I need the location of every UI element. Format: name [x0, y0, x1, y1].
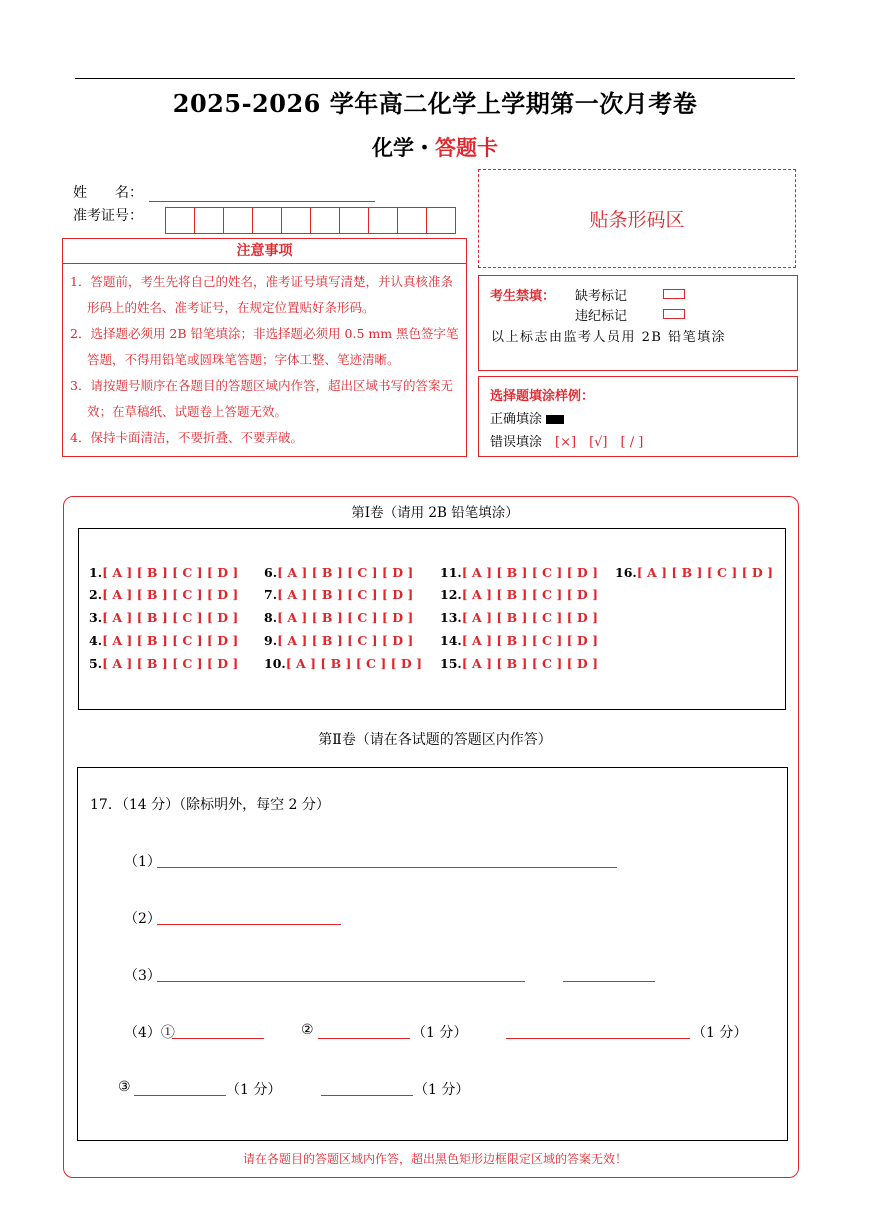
name-row [73, 182, 375, 202]
q17-part1-blank[interactable] [157, 867, 617, 868]
choice-item[interactable] [440, 587, 598, 602]
choice-number: 10. [264, 656, 286, 671]
footer-warning: 请在各题目的答题区域内作答，超出黑色矩形边框限定区域的答案无效！ [242, 1152, 627, 1166]
choice-options[interactable]: [ A ] [ B ] [ C ] [ D ] [461, 587, 598, 602]
q17-part5-score-2: （1 分） [414, 1082, 470, 1098]
q17-part4-score-2: （1 分） [692, 1025, 748, 1041]
correct-label [490, 408, 564, 427]
choice-item[interactable] [89, 565, 238, 580]
choice-item[interactable] [440, 565, 598, 580]
filled-mark-icon [546, 415, 564, 424]
q17-part5-score-1: （1 分） [226, 1082, 282, 1098]
choice-number: 3. [89, 610, 103, 625]
absent-mark[interactable] [663, 286, 685, 301]
wrong-label [490, 431, 643, 450]
notice-item: 3．请按题号顺序在各题目的答题区域内作答，超出区域书写的答案无效；在草稿纸、试题卷上答题无效。 [70, 378, 453, 419]
page-title: 2025-2026 学年高二化学上学期第一次月考卷 [172, 89, 698, 118]
choice-number: 4. [89, 633, 103, 648]
choice-item[interactable] [89, 633, 238, 648]
choice-options[interactable]: [ A ] [ B ] [ C ] [ D ] [277, 633, 414, 648]
choice-item[interactable] [615, 565, 773, 580]
correct-text: 正确填涂 [490, 412, 543, 427]
choice-options[interactable]: [ A ] [ B ] [ C ] [ D ] [277, 587, 414, 602]
example-title: 选择题填涂样例： [490, 389, 595, 404]
choice-options[interactable]: [ A ] [ B ] [ C ] [ D ] [461, 633, 598, 648]
choice-number: 5. [89, 656, 103, 671]
forbid-note: 以上标志由监考人员用 2B 铅笔填涂 [491, 330, 727, 345]
choice-item[interactable] [440, 656, 598, 671]
exam-no-cell[interactable] [398, 208, 427, 233]
choice-number: 16. [615, 565, 637, 580]
choice-number: 15. [440, 656, 462, 671]
choice-options[interactable]: [ A ] [ B ] [ C ] [ D ] [102, 610, 239, 625]
choice-options[interactable]: [ A ] [ B ] [ C ] [ D ] [102, 633, 239, 648]
choice-options[interactable]: [ A ] [ B ] [ C ] [ D ] [461, 656, 598, 671]
choice-options[interactable]: [ A ] [ B ] [ C ] [ D ] [102, 656, 239, 671]
forbid-box [478, 275, 798, 371]
choice-number: 6. [264, 565, 278, 580]
choice-options[interactable]: [ A ] [ B ] [ C ] [ D ] [636, 565, 773, 580]
top-rule [75, 78, 795, 79]
q17-part2-blank[interactable] [157, 924, 341, 925]
choice-number: 1. [89, 565, 103, 580]
q17-part4-label: （4）① [124, 1025, 175, 1041]
subtitle [0, 132, 870, 162]
q17-part4-blank-2[interactable] [318, 1038, 410, 1039]
q17-part5-blank-2[interactable] [321, 1095, 413, 1096]
name-field[interactable] [149, 187, 375, 202]
section1-title: 第Ⅰ卷（请用 2B 铅笔填涂） [351, 505, 519, 521]
q17-part4-blank-3[interactable] [506, 1038, 690, 1039]
choice-number: 12. [440, 587, 462, 602]
choice-number: 2. [89, 587, 103, 602]
subtitle-card: 答题卡 [435, 135, 498, 160]
subtitle-subject: 化学・ [372, 135, 435, 160]
choice-options[interactable]: [ A ] [ B ] [ C ] [ D ] [102, 587, 239, 602]
q17-part2-label: （2） [124, 911, 161, 927]
choice-item[interactable] [440, 610, 598, 625]
choice-number: 14. [440, 633, 462, 648]
exam-no-label: 准考证号： [73, 208, 143, 224]
choice-options[interactable]: [ A ] [ B ] [ C ] [ D ] [285, 656, 422, 671]
wrong-text: 错误填涂 [490, 435, 543, 450]
violation-mark[interactable] [663, 306, 685, 321]
choice-item[interactable] [264, 610, 413, 625]
exam-no-cell[interactable] [369, 208, 398, 233]
exam-no-cell[interactable] [224, 208, 253, 233]
choice-number: 7. [264, 587, 278, 602]
q17-part1-label: （1） [124, 854, 161, 870]
q17-part3-blank-a[interactable] [157, 981, 525, 982]
choice-item[interactable] [89, 587, 238, 602]
exam-no-cell[interactable] [195, 208, 224, 233]
section2-title: 第Ⅱ卷（请在各试题的答题区内作答） [318, 732, 552, 748]
choice-number: 9. [264, 633, 278, 648]
choice-item[interactable] [440, 633, 598, 648]
exam-no-grid[interactable] [165, 207, 456, 234]
notice-item: 2．选择题必须用 2B 铅笔填涂；非选择题必须用 0.5 mm 黑色签字笔答题，不得用铅笔或圆珠笔答题；字体工整、笔迹清晰。 [70, 326, 459, 367]
choice-item[interactable] [264, 565, 413, 580]
violation-label: 违纪标记 [575, 309, 628, 324]
q17-part5-blank-1[interactable] [134, 1095, 226, 1096]
choice-options[interactable]: [ A ] [ B ] [ C ] [ D ] [461, 565, 598, 580]
exam-no-cell[interactable] [166, 208, 195, 233]
choice-number: 11. [440, 565, 462, 580]
choice-item[interactable] [89, 656, 238, 671]
choice-options[interactable]: [ A ] [ B ] [ C ] [ D ] [277, 565, 414, 580]
notice-title: 注意事项 [62, 238, 467, 264]
choice-number: 8. [264, 610, 278, 625]
notice-box [62, 264, 467, 457]
choice-number: 13. [440, 610, 462, 625]
exam-no-cell[interactable] [311, 208, 340, 233]
choice-item[interactable] [264, 633, 413, 648]
wrong-marks: [×] [√] [ / ] [555, 435, 644, 450]
name-label: 姓 名： [73, 185, 143, 201]
q17-part5-label: ③ [118, 1079, 131, 1095]
choice-item[interactable] [264, 656, 422, 671]
choice-options[interactable]: [ A ] [ B ] [ C ] [ D ] [277, 610, 414, 625]
notice-item: 1．答题前，考生先将自己的姓名，准考证号填写清楚，并认真核准条形码上的姓名、准考证号，在规定位置贴好条形码。 [70, 274, 453, 315]
q17-header: 17．（14 分）（除标明外，每空 2 分） [90, 797, 330, 813]
exam-no-cell[interactable] [253, 208, 282, 233]
choice-options[interactable]: [ A ] [ B ] [ C ] [ D ] [102, 565, 239, 580]
q17-part4-score-1: （1 分） [412, 1025, 468, 1041]
q17-part3-blank-b[interactable] [563, 981, 655, 982]
choice-item[interactable] [264, 587, 413, 602]
exam-no-cell[interactable] [282, 208, 311, 233]
absent-label: 缺考标记 [575, 289, 628, 304]
choice-options[interactable]: [ A ] [ B ] [ C ] [ D ] [461, 610, 598, 625]
exam-no-cell[interactable] [340, 208, 369, 233]
notice-item: 4．保持卡面清洁，不要折叠、不要弄破。 [70, 430, 303, 445]
choice-item[interactable] [89, 610, 238, 625]
q17-part4-label-2: ② [301, 1022, 314, 1038]
exam-no-cell[interactable] [427, 208, 455, 233]
q17-part4-blank-1[interactable] [172, 1038, 264, 1039]
q17-part3-label: （3） [124, 968, 161, 984]
barcode-area: 贴条形码区 [478, 169, 796, 268]
example-box [478, 376, 798, 457]
forbid-title: 考生禁填： [490, 289, 556, 304]
